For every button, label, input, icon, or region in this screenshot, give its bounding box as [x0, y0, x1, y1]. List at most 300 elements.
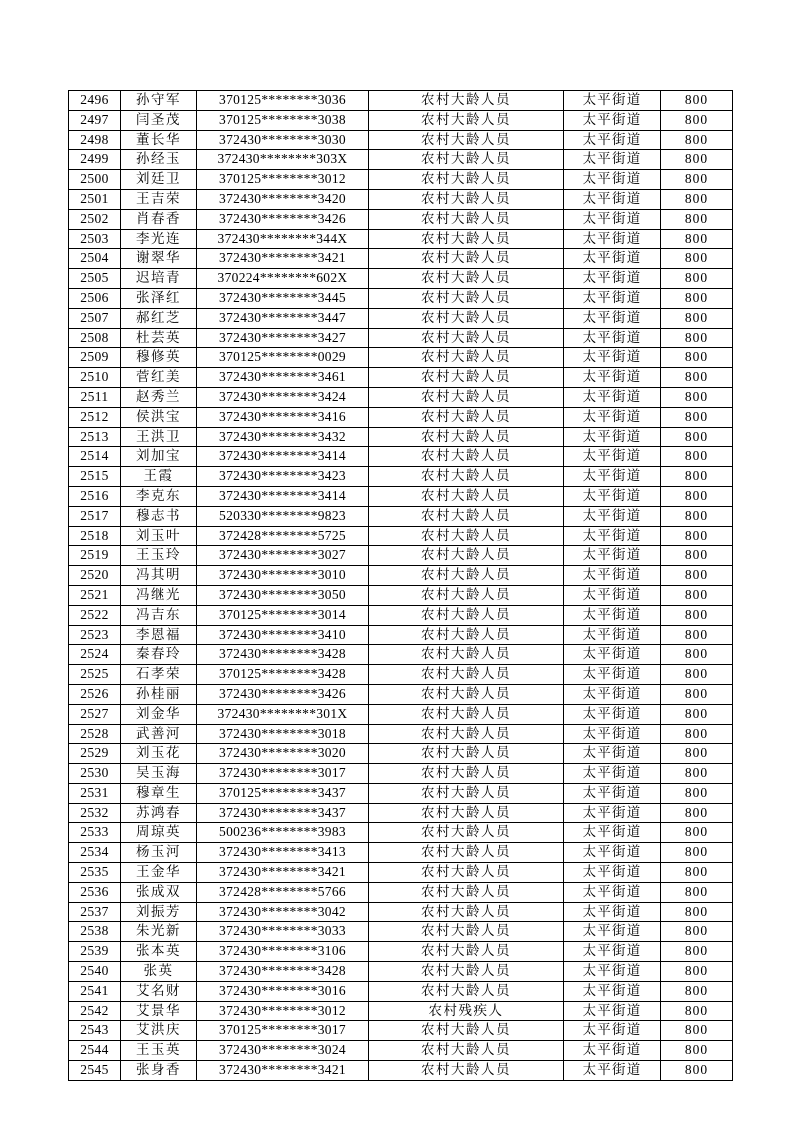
- cell-category: 农村大龄人员: [369, 130, 564, 150]
- cell-id: 372430********3050: [197, 585, 369, 605]
- cell-seq: 2532: [69, 803, 121, 823]
- cell-id: 372430********3030: [197, 130, 369, 150]
- cell-street: 太平街道: [564, 308, 661, 328]
- cell-seq: 2536: [69, 882, 121, 902]
- cell-name: 秦春玲: [121, 645, 197, 665]
- cell-amount: 800: [661, 209, 733, 229]
- cell-name: 石孝荣: [121, 665, 197, 685]
- cell-category: 农村大龄人员: [369, 407, 564, 427]
- table-row: [69, 744, 733, 764]
- cell-street: 太平街道: [564, 665, 661, 685]
- cell-seq: 2539: [69, 942, 121, 962]
- cell-seq: 2502: [69, 209, 121, 229]
- cell-id: 372430********3437: [197, 803, 369, 823]
- table-row: [69, 863, 733, 883]
- cell-category: 农村大龄人员: [369, 566, 564, 586]
- cell-category: 农村大龄人员: [369, 863, 564, 883]
- cell-id: 372430********344X: [197, 229, 369, 249]
- cell-seq: 2528: [69, 724, 121, 744]
- cell-id: 372428********5766: [197, 882, 369, 902]
- cell-id: 372430********3428: [197, 962, 369, 982]
- cell-street: 太平街道: [564, 566, 661, 586]
- cell-seq: 2512: [69, 407, 121, 427]
- cell-amount: 800: [661, 744, 733, 764]
- cell-street: 太平街道: [564, 467, 661, 487]
- cell-id: 372430********3421: [197, 863, 369, 883]
- table-row: [69, 843, 733, 863]
- cell-id: 370125********3014: [197, 605, 369, 625]
- cell-street: 太平街道: [564, 269, 661, 289]
- cell-seq: 2518: [69, 526, 121, 546]
- cell-street: 太平街道: [564, 328, 661, 348]
- cell-amount: 800: [661, 546, 733, 566]
- cell-id: 372430********3426: [197, 684, 369, 704]
- cell-street: 太平街道: [564, 803, 661, 823]
- cell-seq: 2517: [69, 506, 121, 526]
- cell-amount: 800: [661, 803, 733, 823]
- cell-name: 王吉荣: [121, 189, 197, 209]
- cell-id: 372430********3461: [197, 368, 369, 388]
- table-row: [69, 288, 733, 308]
- cell-id: 372430********3445: [197, 288, 369, 308]
- cell-street: 太平街道: [564, 783, 661, 803]
- cell-category: 农村大龄人员: [369, 526, 564, 546]
- cell-seq: 2499: [69, 150, 121, 170]
- table-row: [69, 209, 733, 229]
- table-row: [69, 91, 733, 111]
- cell-seq: 2535: [69, 863, 121, 883]
- table-row: [69, 1061, 733, 1081]
- cell-street: 太平街道: [564, 546, 661, 566]
- cell-amount: 800: [661, 368, 733, 388]
- cell-category: 农村大龄人员: [369, 704, 564, 724]
- cell-street: 太平街道: [564, 625, 661, 645]
- cell-amount: 800: [661, 882, 733, 902]
- cell-name: 侯洪宝: [121, 407, 197, 427]
- cell-seq: 2509: [69, 348, 121, 368]
- table-row: [69, 922, 733, 942]
- cell-seq: 2504: [69, 249, 121, 269]
- cell-street: 太平街道: [564, 130, 661, 150]
- cell-amount: 800: [661, 467, 733, 487]
- cell-seq: 2508: [69, 328, 121, 348]
- cell-id: 372430********3018: [197, 724, 369, 744]
- cell-name: 刘玉叶: [121, 526, 197, 546]
- cell-street: 太平街道: [564, 110, 661, 130]
- cell-name: 李光连: [121, 229, 197, 249]
- cell-name: 张本英: [121, 942, 197, 962]
- cell-seq: 2516: [69, 486, 121, 506]
- cell-category: 农村大龄人员: [369, 506, 564, 526]
- cell-id: 520330********9823: [197, 506, 369, 526]
- cell-category: 农村大龄人员: [369, 744, 564, 764]
- cell-street: 太平街道: [564, 1041, 661, 1061]
- cell-name: 穆修英: [121, 348, 197, 368]
- cell-id: 372430********3421: [197, 1061, 369, 1081]
- cell-seq: 2510: [69, 368, 121, 388]
- cell-street: 太平街道: [564, 823, 661, 843]
- cell-name: 王金华: [121, 863, 197, 883]
- cell-amount: 800: [661, 308, 733, 328]
- table-row: [69, 467, 733, 487]
- table-row: [69, 407, 733, 427]
- table-row: [69, 566, 733, 586]
- cell-id: 372428********5725: [197, 526, 369, 546]
- cell-name: 迟培青: [121, 269, 197, 289]
- cell-category: 农村大龄人员: [369, 764, 564, 784]
- cell-category: 农村大龄人员: [369, 368, 564, 388]
- cell-name: 王玉英: [121, 1041, 197, 1061]
- cell-category: 农村大龄人员: [369, 229, 564, 249]
- cell-category: 农村大龄人员: [369, 170, 564, 190]
- cell-id: 372430********3423: [197, 467, 369, 487]
- cell-id: 370224********602X: [197, 269, 369, 289]
- cell-amount: 800: [661, 328, 733, 348]
- cell-seq: 2506: [69, 288, 121, 308]
- cell-street: 太平街道: [564, 605, 661, 625]
- cell-seq: 2534: [69, 843, 121, 863]
- cell-seq: 2500: [69, 170, 121, 190]
- cell-street: 太平街道: [564, 704, 661, 724]
- table-row: [69, 110, 733, 130]
- cell-amount: 800: [661, 189, 733, 209]
- cell-street: 太平街道: [564, 209, 661, 229]
- cell-amount: 800: [661, 427, 733, 447]
- cell-street: 太平街道: [564, 684, 661, 704]
- cell-id: 372430********3012: [197, 1001, 369, 1021]
- cell-seq: 2543: [69, 1021, 121, 1041]
- cell-amount: 800: [661, 288, 733, 308]
- cell-id: 372430********3042: [197, 902, 369, 922]
- cell-amount: 800: [661, 843, 733, 863]
- cell-street: 太平街道: [564, 91, 661, 111]
- cell-amount: 800: [661, 1041, 733, 1061]
- cell-name: 刘玉花: [121, 744, 197, 764]
- cell-amount: 800: [661, 269, 733, 289]
- cell-seq: 2527: [69, 704, 121, 724]
- cell-amount: 800: [661, 407, 733, 427]
- cell-amount: 800: [661, 249, 733, 269]
- cell-id: 372430********3426: [197, 209, 369, 229]
- cell-street: 太平街道: [564, 863, 661, 883]
- table-row: [69, 882, 733, 902]
- cell-amount: 800: [661, 962, 733, 982]
- cell-category: 农村大龄人员: [369, 942, 564, 962]
- cell-amount: 800: [661, 130, 733, 150]
- cell-seq: 2531: [69, 783, 121, 803]
- cell-name: 张英: [121, 962, 197, 982]
- cell-street: 太平街道: [564, 882, 661, 902]
- cell-amount: 800: [661, 229, 733, 249]
- cell-amount: 800: [661, 447, 733, 467]
- table-row: [69, 823, 733, 843]
- table-row: [69, 1001, 733, 1021]
- cell-name: 武善河: [121, 724, 197, 744]
- cell-category: 农村大龄人员: [369, 684, 564, 704]
- cell-category: 农村大龄人员: [369, 308, 564, 328]
- cell-amount: 800: [661, 506, 733, 526]
- cell-name: 闫圣茂: [121, 110, 197, 130]
- table-row: [69, 130, 733, 150]
- cell-amount: 800: [661, 387, 733, 407]
- cell-amount: 800: [661, 605, 733, 625]
- table-row: [69, 348, 733, 368]
- cell-id: 372430********3424: [197, 387, 369, 407]
- cell-seq: 2541: [69, 981, 121, 1001]
- cell-amount: 800: [661, 585, 733, 605]
- cell-name: 杜芸英: [121, 328, 197, 348]
- cell-seq: 2497: [69, 110, 121, 130]
- cell-name: 艾名财: [121, 981, 197, 1001]
- cell-name: 苏鸿春: [121, 803, 197, 823]
- cell-category: 农村大龄人员: [369, 724, 564, 744]
- cell-category: 农村大龄人员: [369, 981, 564, 1001]
- cell-name: 李克东: [121, 486, 197, 506]
- cell-seq: 2540: [69, 962, 121, 982]
- cell-seq: 2520: [69, 566, 121, 586]
- table-row: [69, 447, 733, 467]
- cell-seq: 2511: [69, 387, 121, 407]
- cell-name: 冯继光: [121, 585, 197, 605]
- table-row: [69, 1041, 733, 1061]
- cell-street: 太平街道: [564, 843, 661, 863]
- cell-id: 372430********3033: [197, 922, 369, 942]
- cell-name: 刘廷卫: [121, 170, 197, 190]
- cell-category: 农村大龄人员: [369, 150, 564, 170]
- cell-name: 孙桂丽: [121, 684, 197, 704]
- cell-amount: 800: [661, 110, 733, 130]
- cell-category: 农村大龄人员: [369, 447, 564, 467]
- cell-amount: 800: [661, 348, 733, 368]
- cell-street: 太平街道: [564, 1021, 661, 1041]
- cell-name: 周琼英: [121, 823, 197, 843]
- roster-table-body: [69, 91, 733, 1081]
- table-row: [69, 981, 733, 1001]
- table-row: [69, 704, 733, 724]
- cell-street: 太平街道: [564, 1061, 661, 1081]
- cell-category: 农村大龄人员: [369, 546, 564, 566]
- cell-id: 372430********3017: [197, 764, 369, 784]
- cell-amount: 800: [661, 1021, 733, 1041]
- table-row: [69, 665, 733, 685]
- cell-name: 王玉玲: [121, 546, 197, 566]
- cell-amount: 800: [661, 981, 733, 1001]
- cell-seq: 2515: [69, 467, 121, 487]
- table-row: [69, 783, 733, 803]
- cell-street: 太平街道: [564, 962, 661, 982]
- cell-street: 太平街道: [564, 229, 661, 249]
- cell-seq: 2542: [69, 1001, 121, 1021]
- cell-category: 农村大龄人员: [369, 625, 564, 645]
- table-row: [69, 269, 733, 289]
- roster-table-container: [68, 90, 732, 1081]
- table-row: [69, 625, 733, 645]
- cell-category: 农村大龄人员: [369, 823, 564, 843]
- cell-street: 太平街道: [564, 170, 661, 190]
- cell-amount: 800: [661, 724, 733, 744]
- cell-amount: 800: [661, 1061, 733, 1081]
- cell-id: 372430********3421: [197, 249, 369, 269]
- cell-id: 370125********0029: [197, 348, 369, 368]
- cell-street: 太平街道: [564, 902, 661, 922]
- cell-category: 农村大龄人员: [369, 427, 564, 447]
- cell-amount: 800: [661, 566, 733, 586]
- table-row: [69, 368, 733, 388]
- cell-seq: 2529: [69, 744, 121, 764]
- cell-amount: 800: [661, 684, 733, 704]
- cell-amount: 800: [661, 1001, 733, 1021]
- table-row: [69, 684, 733, 704]
- cell-name: 肖春香: [121, 209, 197, 229]
- cell-name: 刘金华: [121, 704, 197, 724]
- cell-seq: 2523: [69, 625, 121, 645]
- cell-amount: 800: [661, 783, 733, 803]
- cell-category: 农村大龄人员: [369, 645, 564, 665]
- table-row: [69, 605, 733, 625]
- cell-id: 370125********3437: [197, 783, 369, 803]
- cell-name: 赵秀兰: [121, 387, 197, 407]
- table-row: [69, 486, 733, 506]
- cell-id: 372430********301X: [197, 704, 369, 724]
- cell-amount: 800: [661, 902, 733, 922]
- cell-amount: 800: [661, 922, 733, 942]
- table-row: [69, 387, 733, 407]
- cell-id: 372430********3414: [197, 447, 369, 467]
- cell-category: 农村大龄人员: [369, 269, 564, 289]
- table-row: [69, 189, 733, 209]
- cell-amount: 800: [661, 823, 733, 843]
- cell-category: 农村大龄人员: [369, 665, 564, 685]
- cell-id: 370125********3428: [197, 665, 369, 685]
- cell-name: 谢翠华: [121, 249, 197, 269]
- cell-amount: 800: [661, 150, 733, 170]
- cell-street: 太平街道: [564, 526, 661, 546]
- roster-table: [68, 90, 733, 1081]
- cell-id: 370125********3012: [197, 170, 369, 190]
- cell-street: 太平街道: [564, 348, 661, 368]
- cell-id: 372430********3416: [197, 407, 369, 427]
- cell-name: 刘加宝: [121, 447, 197, 467]
- cell-street: 太平街道: [564, 981, 661, 1001]
- cell-street: 太平街道: [564, 506, 661, 526]
- cell-name: 王洪卫: [121, 427, 197, 447]
- cell-category: 农村大龄人员: [369, 209, 564, 229]
- cell-street: 太平街道: [564, 942, 661, 962]
- cell-seq: 2505: [69, 269, 121, 289]
- cell-id: 372430********3010: [197, 566, 369, 586]
- cell-street: 太平街道: [564, 427, 661, 447]
- cell-id: 372430********3428: [197, 645, 369, 665]
- cell-amount: 800: [661, 645, 733, 665]
- cell-street: 太平街道: [564, 407, 661, 427]
- cell-street: 太平街道: [564, 189, 661, 209]
- cell-street: 太平街道: [564, 249, 661, 269]
- cell-name: 孙经玉: [121, 150, 197, 170]
- cell-name: 王霞: [121, 467, 197, 487]
- cell-seq: 2519: [69, 546, 121, 566]
- cell-seq: 2522: [69, 605, 121, 625]
- cell-category: 农村大龄人员: [369, 486, 564, 506]
- cell-id: 500236********3983: [197, 823, 369, 843]
- cell-street: 太平街道: [564, 150, 661, 170]
- table-row: [69, 328, 733, 348]
- cell-amount: 800: [661, 764, 733, 784]
- cell-street: 太平街道: [564, 764, 661, 784]
- cell-seq: 2526: [69, 684, 121, 704]
- cell-amount: 800: [661, 526, 733, 546]
- table-row: [69, 229, 733, 249]
- cell-id: 370125********3017: [197, 1021, 369, 1041]
- table-row: [69, 526, 733, 546]
- cell-name: 穆章生: [121, 783, 197, 803]
- cell-id: 372430********3106: [197, 942, 369, 962]
- cell-street: 太平街道: [564, 645, 661, 665]
- cell-name: 冯吉东: [121, 605, 197, 625]
- cell-name: 杨玉河: [121, 843, 197, 863]
- cell-category: 农村大龄人员: [369, 328, 564, 348]
- cell-amount: 800: [661, 170, 733, 190]
- cell-category: 农村大龄人员: [369, 1041, 564, 1061]
- cell-category: 农村大龄人员: [369, 1061, 564, 1081]
- cell-seq: 2496: [69, 91, 121, 111]
- cell-id: 372430********303X: [197, 150, 369, 170]
- cell-category: 农村大龄人员: [369, 803, 564, 823]
- table-row: [69, 803, 733, 823]
- table-row: [69, 724, 733, 744]
- cell-id: 372430********3410: [197, 625, 369, 645]
- table-row: [69, 427, 733, 447]
- cell-street: 太平街道: [564, 724, 661, 744]
- cell-id: 372430********3427: [197, 328, 369, 348]
- cell-name: 穆志书: [121, 506, 197, 526]
- table-row: [69, 585, 733, 605]
- cell-seq: 2544: [69, 1041, 121, 1061]
- cell-category: 农村大龄人员: [369, 110, 564, 130]
- cell-category: 农村大龄人员: [369, 387, 564, 407]
- table-row: [69, 150, 733, 170]
- cell-seq: 2513: [69, 427, 121, 447]
- cell-name: 张泽红: [121, 288, 197, 308]
- cell-street: 太平街道: [564, 486, 661, 506]
- cell-amount: 800: [661, 91, 733, 111]
- cell-id: 370125********3038: [197, 110, 369, 130]
- table-row: [69, 308, 733, 328]
- table-row: [69, 645, 733, 665]
- cell-category: 农村大龄人员: [369, 902, 564, 922]
- table-row: [69, 1021, 733, 1041]
- cell-seq: 2530: [69, 764, 121, 784]
- cell-street: 太平街道: [564, 447, 661, 467]
- cell-category: 农村大龄人员: [369, 585, 564, 605]
- cell-name: 艾洪庆: [121, 1021, 197, 1041]
- cell-street: 太平街道: [564, 1001, 661, 1021]
- cell-seq: 2545: [69, 1061, 121, 1081]
- cell-category: 农村大龄人员: [369, 783, 564, 803]
- cell-name: 刘振芳: [121, 902, 197, 922]
- cell-id: 372430********3432: [197, 427, 369, 447]
- cell-name: 董长华: [121, 130, 197, 150]
- cell-seq: 2514: [69, 447, 121, 467]
- cell-name: 朱光新: [121, 922, 197, 942]
- cell-id: 370125********3036: [197, 91, 369, 111]
- cell-name: 张身香: [121, 1061, 197, 1081]
- cell-street: 太平街道: [564, 288, 661, 308]
- cell-id: 372430********3414: [197, 486, 369, 506]
- table-row: [69, 506, 733, 526]
- cell-name: 孙守军: [121, 91, 197, 111]
- table-row: [69, 249, 733, 269]
- cell-name: 菅红美: [121, 368, 197, 388]
